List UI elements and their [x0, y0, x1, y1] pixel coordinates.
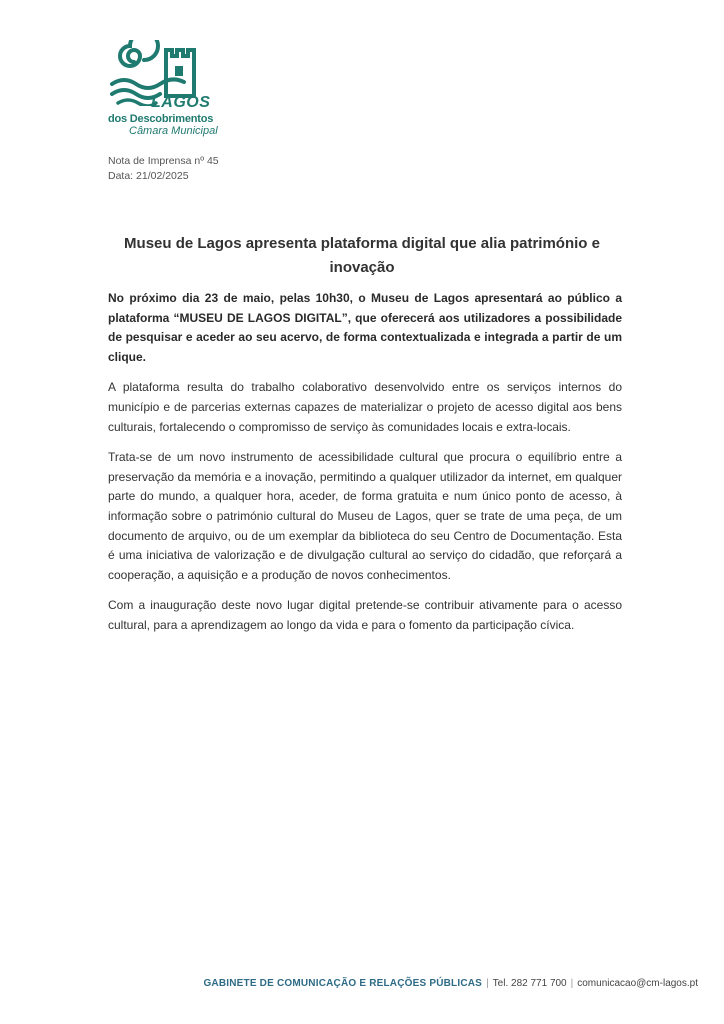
footer-separator: |	[486, 978, 489, 989]
logo-subtitle: dos Descobrimentos	[108, 113, 214, 125]
body-paragraph: A plataforma resulta do trabalho colaborativo desenvolvido entre os serviços internos do município e de parcerias externas capazes de materializar o projeto de acesso digital aos bens culturais, fortalecendo o compromisso de serviço às comunidades locais e extra-locais.	[108, 380, 622, 434]
footer-department: GABINETE DE COMUNICAÇÃO E RELAÇÕES PÚBLICAS	[203, 978, 483, 989]
press-release-date: Data: 21/02/2025	[108, 170, 189, 182]
municipality-logo	[104, 40, 224, 140]
press-release-meta	[108, 154, 219, 184]
body-paragraph: Com a inauguração deste novo lugar digital pretende-se contribuir ativamente para o acesso cultural, para a aprendizagem ao longo da vida e para o fomento da participação cívica.	[108, 598, 622, 632]
footer-separator: |	[570, 978, 574, 989]
footer-phone: Tel. 282 771 700	[492, 978, 567, 989]
logo-municipality: Câmara Municipal	[129, 125, 218, 137]
lead-paragraph: No próximo dia 23 de maio, pelas 10h30, o Museu de Lagos apresentará ao público a plataforma “MUSEU DE LAGOS DIGITAL”, que oferecerá aos utilizadores a possibilidade de pesquisar e aceder ao seu acervo, de forma contextualizada e integrada a partir de um clique.	[108, 291, 622, 364]
page-footer	[203, 978, 698, 989]
page-title: Museu de Lagos apresenta plataforma digital que alia património e inovação	[124, 235, 600, 276]
press-release-number: Nota de Imprensa nº 45	[108, 155, 219, 167]
footer-email[interactable]: comunicacao@cm-lagos.pt	[577, 978, 698, 989]
body-paragraph: Trata-se de um novo instrumento de acessibilidade cultural que procura o equilíbrio entre a preservação da memória e a inovação, permitindo a qualquer utilizador da internet, em qualquer parte do mundo, a qualquer hora, aceder, de forma gratuita e num único ponto de acesso, à informação sobre o património cultural do Museu de Lagos, quer se trate de uma peça, de um documento de arquivo, ou de um exemplar da biblioteca do seu Centro de Documentação. Esta é uma iniciativa de valorização e de divulgação cultural ao serviço do cidadão, que reforçará a cooperação, a aquisição e a produção de novos conhecimentos.	[108, 450, 622, 582]
logo-title: LAGOS	[151, 94, 211, 111]
article-body	[108, 289, 622, 647]
